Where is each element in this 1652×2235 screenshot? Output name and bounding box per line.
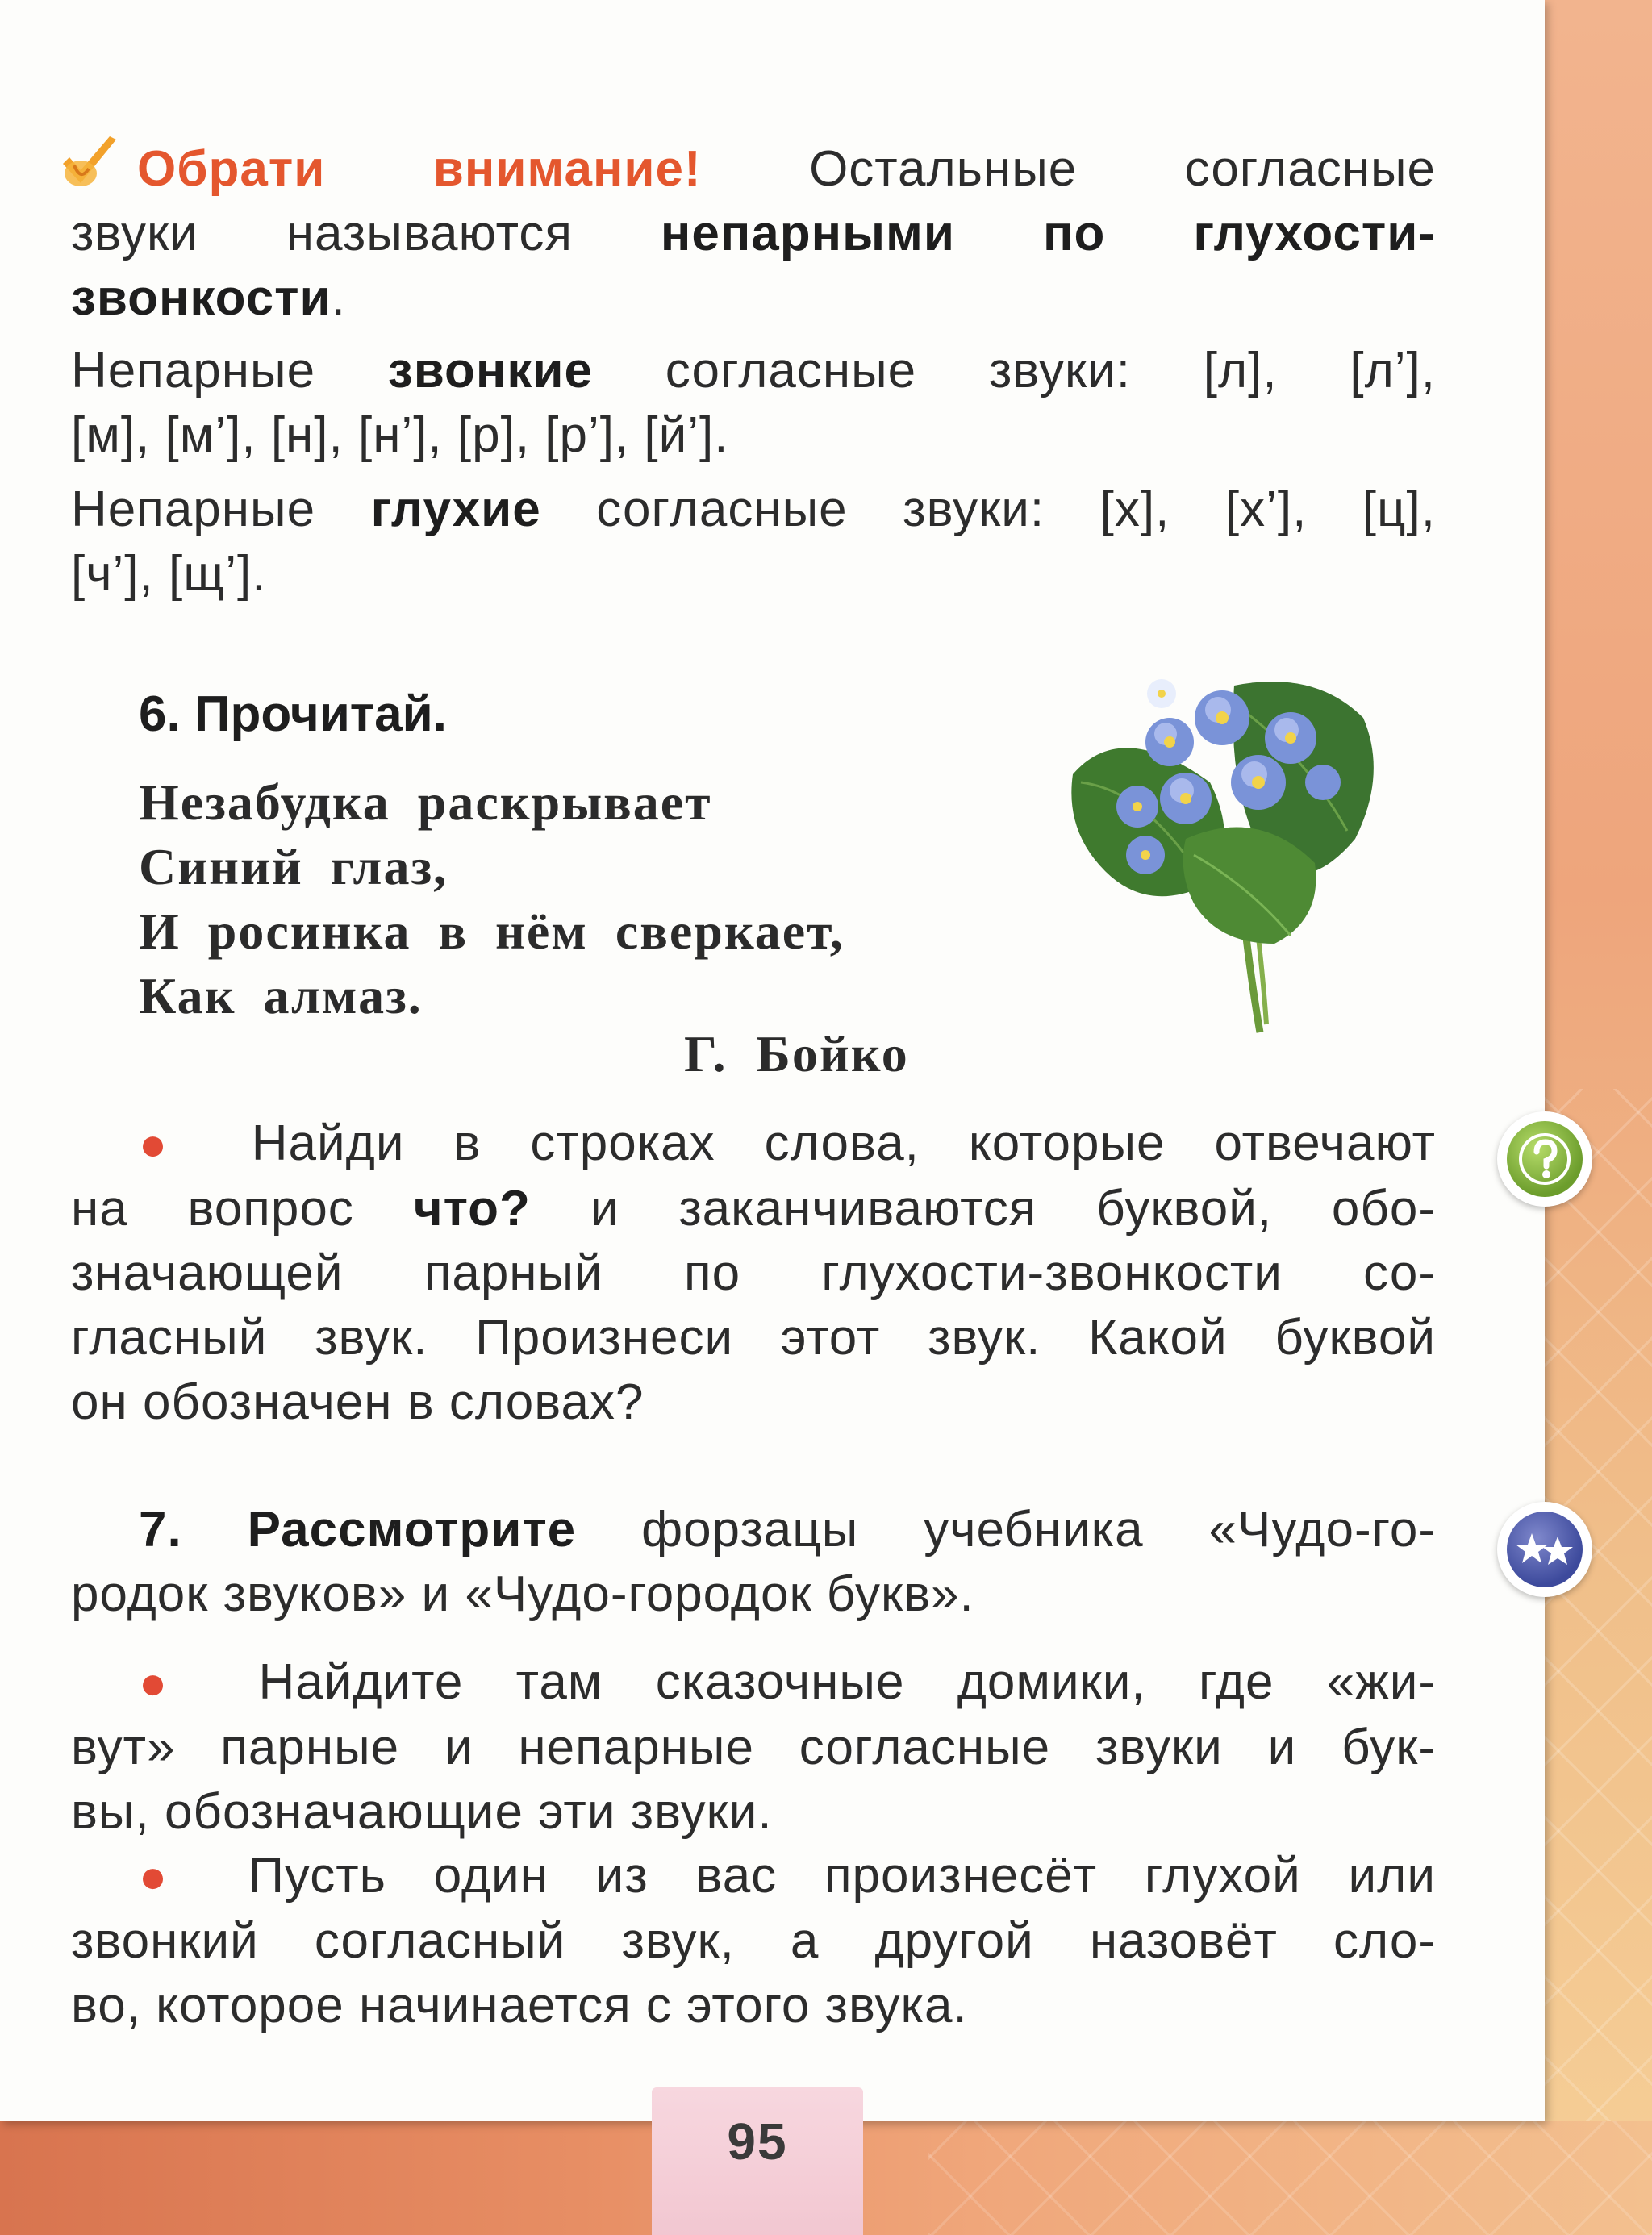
task-text: звонкий согласный звук, а другой назовёт сло- <box>71 1913 1436 1969</box>
attention-term: непарными по глухости- <box>660 206 1436 261</box>
task-text: он обозначен в словах? <box>71 1374 645 1430</box>
forget-me-not-illustration <box>1049 661 1395 1040</box>
bullet-icon: ● <box>139 1657 206 1709</box>
task-text: и заканчиваются буквой, обо- <box>590 1181 1436 1236</box>
stars-glyph-icon <box>1514 1525 1575 1574</box>
attention-text: . <box>331 270 346 326</box>
background-bottom-pattern <box>928 2121 1652 2235</box>
voiced-sounds: согласные звуки: [л], [л’], <box>665 343 1437 398</box>
question-glyph-icon <box>1516 1131 1573 1187</box>
bullet-icon: ● <box>139 1850 201 1903</box>
task-text: во, которое начинается с этого звука. <box>71 1978 968 2033</box>
exercise-7-task-2 <box>71 1844 1436 2038</box>
voiced-label: Непарные <box>71 343 316 398</box>
exercise-7-text: форзацы учебника «Чудо-го- <box>641 1502 1436 1557</box>
voiced-term: звонкие <box>387 343 593 398</box>
voiced-sounds-line2: [м], [м’], [н], [н’], [р], [р’], [й’]. <box>71 407 729 463</box>
voiceless-sounds: согласные звуки: [х], [х’], [ц], <box>596 482 1436 537</box>
task-text: на вопрос <box>71 1181 354 1236</box>
task-text: вы, обозначающие эти звуки. <box>71 1784 773 1840</box>
exercise-6-title: 6. Прочитай. <box>139 686 447 742</box>
voiceless-term: глухие <box>370 482 541 537</box>
page-number-tab <box>652 2087 863 2235</box>
task-text: значающей парный по глухости-звонкости со- <box>71 1245 1436 1301</box>
voiced-sounds-block <box>71 339 1436 468</box>
poem-line: И росинка в нём сверкает, <box>139 903 845 960</box>
voiceless-label: Непарные <box>71 482 316 537</box>
attention-term: звонкости <box>71 270 332 326</box>
attention-block <box>71 137 1436 331</box>
page-number: 95 <box>727 2112 788 2170</box>
task-text: вут» парные и непарные согласные звуки и бук- <box>71 1720 1436 1775</box>
background-right-pattern <box>1545 1089 1652 2218</box>
task-text: Найдите там сказочные домики, где «жи- <box>258 1654 1436 1710</box>
task-text: Найди в строках слова, которые отвечают <box>251 1115 1436 1171</box>
poem-line: Синий глаз, <box>139 838 448 895</box>
exercise-7-text: родок звуков» и «Чудо-городок букв». <box>71 1566 974 1622</box>
exercise-7-task-1 <box>71 1650 1436 1845</box>
attention-text: Остальные согласные <box>809 141 1436 197</box>
stars-icon <box>1497 1502 1592 1597</box>
poem-line: Незабудка раскрывает <box>139 773 712 831</box>
task-question-word: что? <box>413 1181 531 1236</box>
exercise-7-intro <box>71 1498 1436 1627</box>
poem <box>139 770 845 1028</box>
attention-label: Обрати внимание! <box>137 141 702 197</box>
exercise-7-verb: Рассмотрите <box>247 1502 577 1557</box>
exercise-7-number: 7. <box>139 1502 182 1557</box>
voiceless-sounds-line2: [ч’], [щ’]. <box>71 546 267 602</box>
voiceless-sounds-block <box>71 477 1436 607</box>
poem-line: Как алмаз. <box>139 967 423 1024</box>
exercise-6-task <box>71 1111 1436 1435</box>
task-text: гласный звук. Произнеси этот звук. Какой буквой <box>71 1310 1436 1366</box>
poem-author: Г. Бойко <box>684 1025 909 1082</box>
question-icon <box>1497 1111 1592 1207</box>
bullet-icon: ● <box>139 1118 202 1170</box>
task-text: Пусть один из вас произнесёт глухой или <box>248 1848 1436 1904</box>
attention-text: звуки называются <box>71 206 573 261</box>
